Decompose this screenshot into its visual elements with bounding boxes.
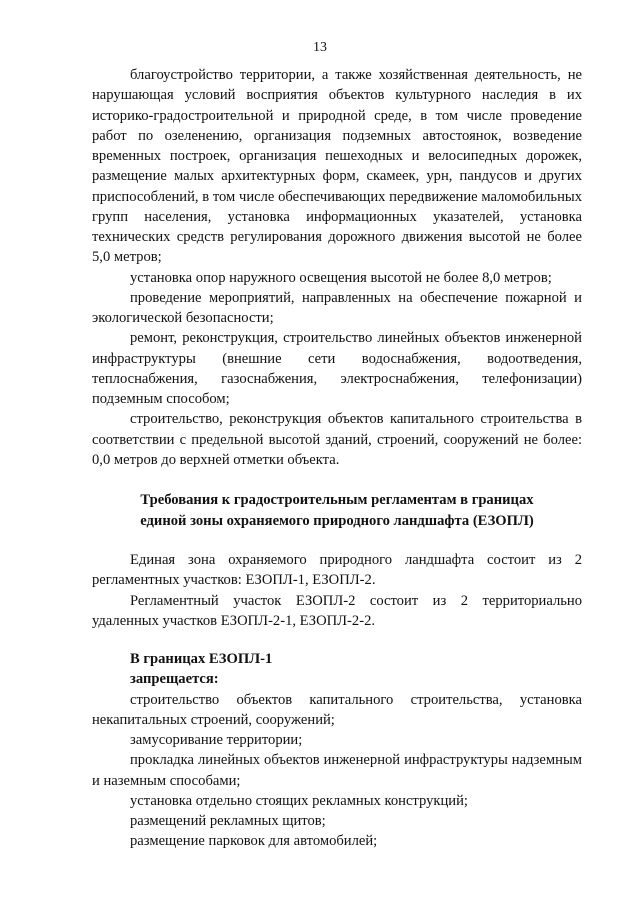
section-heading-line-1: Требования к градостроительным регламентам в границах bbox=[140, 492, 534, 508]
prohibited-item-6: размещение парковок для автомобилей; bbox=[130, 833, 378, 850]
prohibited-item-4: установка отдельно стоящих рекламных конструкций; bbox=[130, 792, 468, 809]
zone-paragraph-2: Регламентный участок ЕЗОПЛ-2 состоит из 2 территориально удаленных участков ЕЗОПЛ-2-1, ЕЗОПЛ-2-2. bbox=[92, 592, 582, 629]
intro-paragraph-5: строительство, реконструкция объектов капитального строительства в соответствии с предельной высотой зданий, строений, сооружений не более: 0,0 метров до верхней отметки объекта. bbox=[92, 411, 582, 468]
prohibited-label: запрещается: bbox=[130, 671, 219, 688]
intro-paragraph-3: проведение мероприятий, направленных на обеспечение пожарной и экологической безопасности; bbox=[92, 289, 582, 326]
prohibited-item-3: прокладка линейных объектов инженерной инфраструктуры надземным и наземным способами; bbox=[92, 752, 582, 789]
prohibited-item-5: размещений рекламных щитов; bbox=[130, 813, 326, 829]
intro-paragraph-1: благоустройство территории, а также хозяйственная деятельность, не нарушающая условий восприятия объектов культурного наследия в их историко-градостроительной и природной среде, в том числе проведение работ по озеленению, организация подземных автостоянок, возведение временных построек, организация пешеходных и велосипедных дорожек, размещение малых архитектурных форм, скамеек, урн, пандусов и других приспособлений, в том числе обеспечивающих передвижение маломобильных групп населения, установка информационных указателей, установка технических средств регулирования дорожного движения высотой не более 5,0 метров; bbox=[92, 67, 582, 266]
intro-paragraph-4: ремонт, реконструкция, строительство линейных объектов инженерной инфраструктуры (внешние сети водоснабжения, водоотведения, теплоснабжения, газоснабжения, электроснабжения, телефонизации) подземным способом; bbox=[92, 330, 582, 407]
intro-paragraph-2: установка опор наружного освещения высотой не более 8,0 метров; bbox=[130, 269, 552, 286]
page-body bbox=[92, 65, 582, 852]
subsection-title: В границах ЕЗОПЛ-1 bbox=[130, 651, 273, 667]
prohibited-item-1: строительство объектов капитального строительства, установка некапитальных строений, сооружений; bbox=[92, 691, 582, 728]
section-heading-line-2: единой зоны охраняемого природного ландшафта (ЕЗОПЛ) bbox=[140, 513, 534, 529]
prohibited-item-2: замусоривание территории; bbox=[130, 732, 303, 748]
page-number: 13 bbox=[313, 40, 327, 55]
section-heading bbox=[92, 490, 582, 532]
zone-paragraph-1: Единая зона охраняемого природного ландшафта состоит из 2 регламентных участков: ЕЗОПЛ-1, ЕЗОПЛ-2. bbox=[92, 552, 582, 589]
